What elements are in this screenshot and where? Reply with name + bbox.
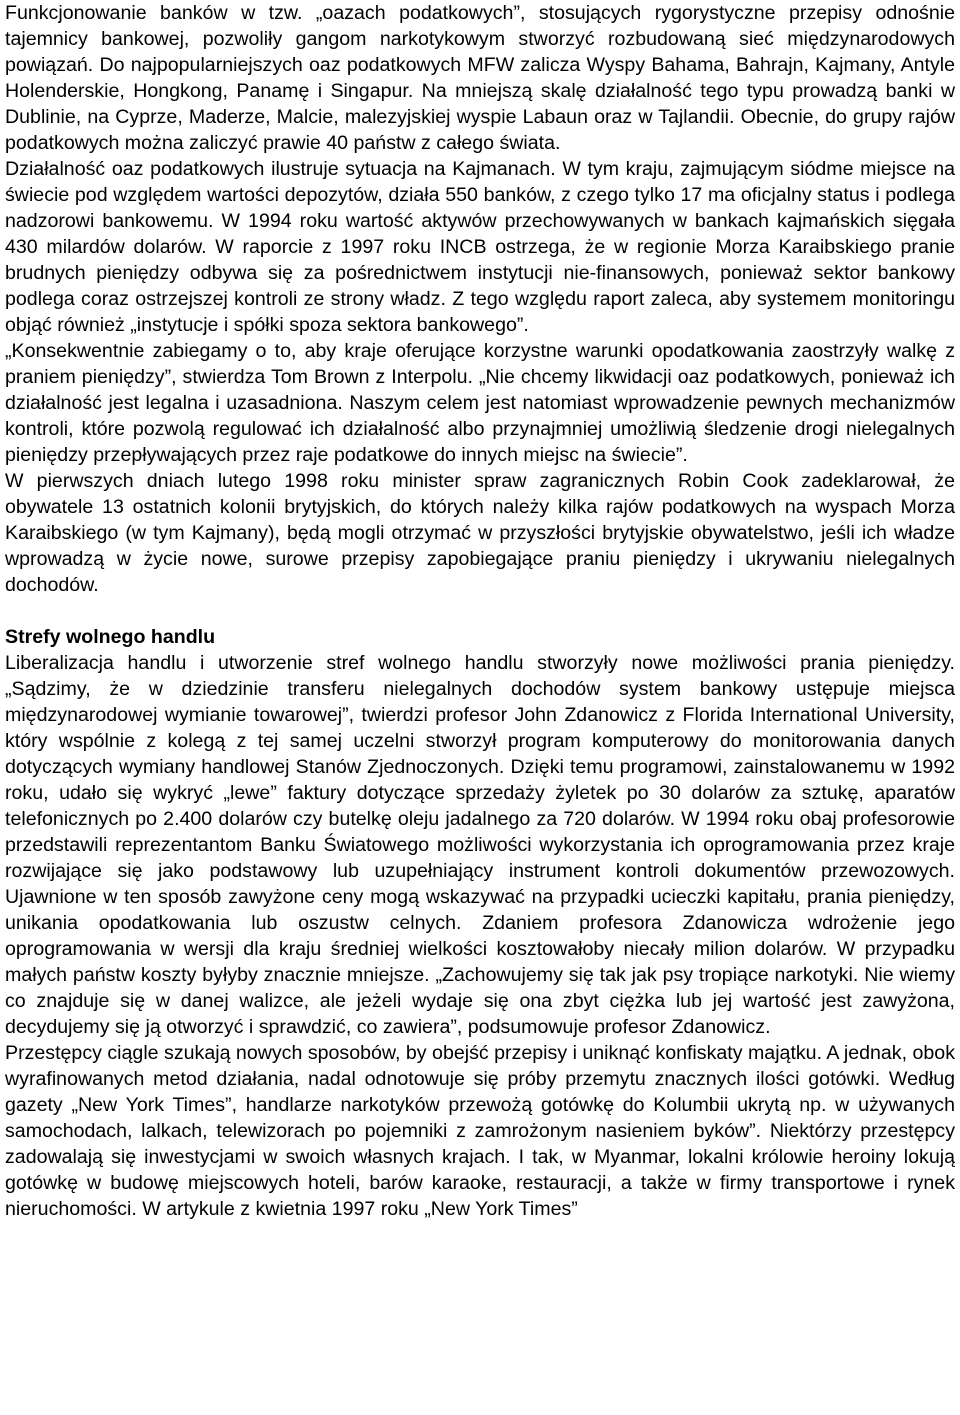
- paragraph-free-trade: Liberalizacja handlu i utworzenie stref wolnego handlu stworzyły nowe możliwości prania pieniędzy. „Sądzimy, że w dziedzinie transferu nielegalnych dochodów system bankowy ustępuje miejsca międzynarodowej wymianie towarowej”, twierdzi profesor John Zdanowicz z Florida International University, który wspólnie z kolegą z tej samej uczelni stworzył program komputerowy do monitorowania danych dotyczących wymiany handlowej Stanów Zjednoczonych. Dzięki temu programowi, zainstalowanemu w 1992 roku, udało się wykryć „lewe” faktury dotyczące sprzedaży żyletek po 30 dolarów za sztukę, aparatów telefonicznych po 2.400 dolarów czy butelkę oleju jadalnego za 720 dolarów. W 1994 roku obaj profesorowie przedstawili reprezentantom Banku Światowego możliwości wykorzystania ich oprogramowania przez kraje rozwijające się jako podstawowy lub uzupełniający instrument kontroli dokumentów przewozowych. Ujawnione w ten sposób zawyżone ceny mogą wskazywać na przypadki ucieczki kapitału, prania pieniędzy, unikania opodatkowania lub oszustw celnych. Zdaniem profesora Zdanowicza wdrożenie jego oprogramowania w wersji dla kraju średniej wielkości kosztowałoby niecały milion dolarów. W przypadku małych państw koszty byłyby znacznie mniejsze. „Zachowujemy się tak jak psy tropiące narkotyki. Nie wiemy co znajduje się w danej walizce, ale jeżeli wydaje się ona zbyt ciężka lub jej wartość jest zawyżona, decydujemy się ją otworzyć i sprawdzić, co zawiera”, podsumowuje profesor Zdanowicz.: [5, 652, 955, 1038]
- paragraph-cash-smuggling: Przestępcy ciągle szukają nowych sposobów, by obejść przepisy i uniknąć konfiskaty majątku. A jednak, obok wyrafinowanych metod działania, nadal odnotowuje się próby przemytu znacznych ilości gotówki. Według gazety „New York Times”, handlarze narkotyków przewożą gotówkę do Kolumbii ukrytą np. w używanych samochodach, lalkach, telewizorach po pojemniki z zamrożonym nasieniem byków”. Niektórzy przestępcy zadowalają się inwestycjami w swoich własnych krajach. I tak, w Myanmar, lokalni królowie heroiny lokują gotówkę w budowę miejscowych hoteli, barów karaoke, restauracji, a także w firmy transportowe i rynek nieruchomości. W artykule z kwietnia 1997 roku „New York Times”: [5, 1042, 955, 1220]
- paragraph-tax-havens-intro: Funkcjonowanie banków w tzw. „oazach podatkowych”, stosujących rygorystyczne przepisy odnośnie tajemnicy bankowej, pozwoliły gangom narkotykowym stworzyć rozbudowaną sieć międzynarodowych powiązań. Do najpopularniejszych oaz podatkowych MFW zalicza Wyspy Bahama, Bahrajn, Kajmany, Antyle Holenderskie, Hongkong, Panamę i Singapur. Na mniejszą skalę działalność tego typu prowadzą banki w Dublinie, na Cyprze, Maderze, Malcie, malezyjskiej wyspie Labaun oraz w Tajlandii. Obecnie, do grupy rajów podatkowych można zaliczyć prawie 40 państw z całego świata.: [5, 2, 955, 154]
- paragraph-cayman-islands: Działalność oaz podatkowych ilustruje sytuacja na Kajmanach. W tym kraju, zajmującym siódme miejsce na świecie pod względem wartości depozytów, działa 550 banków, z czego tylko 17 ma oficjalny status i podlega nadzorowi bankowemu. W 1994 roku wartość aktywów przechowywanych w bankach kajmańskich sięgała 430 milardów dolarów. W raporcie z 1997 roku INCB ostrzega, że w regionie Morza Karaibskiego pranie brudnych pieniędzy odbywa się za pośrednictwem instytucji nie-finansowych, ponieważ sektor bankowy podlega coraz ostrzejszej kontroli ze strony władz. Z tego względu raport zaleca, aby systemem monitoringu objąć również „instytucje i spółki spoza sektora bankowego”.: [5, 158, 955, 336]
- section-heading: Strefy wolnego handlu: [5, 626, 216, 648]
- paragraph-interpol-quote: „Konsekwentnie zabiegamy o to, aby kraje oferujące korzystne warunki opodatkowania zaostrzyły walkę z praniem pieniędzy”, stwierdza Tom Brown z Interpolu. „Nie chcemy likwidacji oaz podatkowych, ponieważ ich działalność jest legalna i uzasadniona. Naszym celem jest natomiast wprowadzenie pewnych mechanizmów kontroli, które pozwolą regulować ich działalność albo przynajmniej umożliwią śledzenie drogi nielegalnych pieniędzy przepływających przez raje podatkowe do innych miejsc na świecie”.: [5, 340, 955, 466]
- section-spacer: [5, 598, 955, 624]
- document-page: [5, 0, 955, 1222]
- paragraph-british-colonies: W pierwszych dniach lutego 1998 roku minister spraw zagranicznych Robin Cook zadeklarował, że obywatele 13 ostatnich kolonii brytyjskich, do których należy kilka rajów podatkowych na wyspach Morza Karaibskiego (w tym Kajmany), będą mogli otrzymać w przyszłości brytyjskie obywatelstwo, jeśli ich władze wprowadzą w życie nowe, surowe przepisy zapobiegające praniu pieniędzy i ukrywaniu nielegalnych dochodów.: [5, 470, 955, 596]
